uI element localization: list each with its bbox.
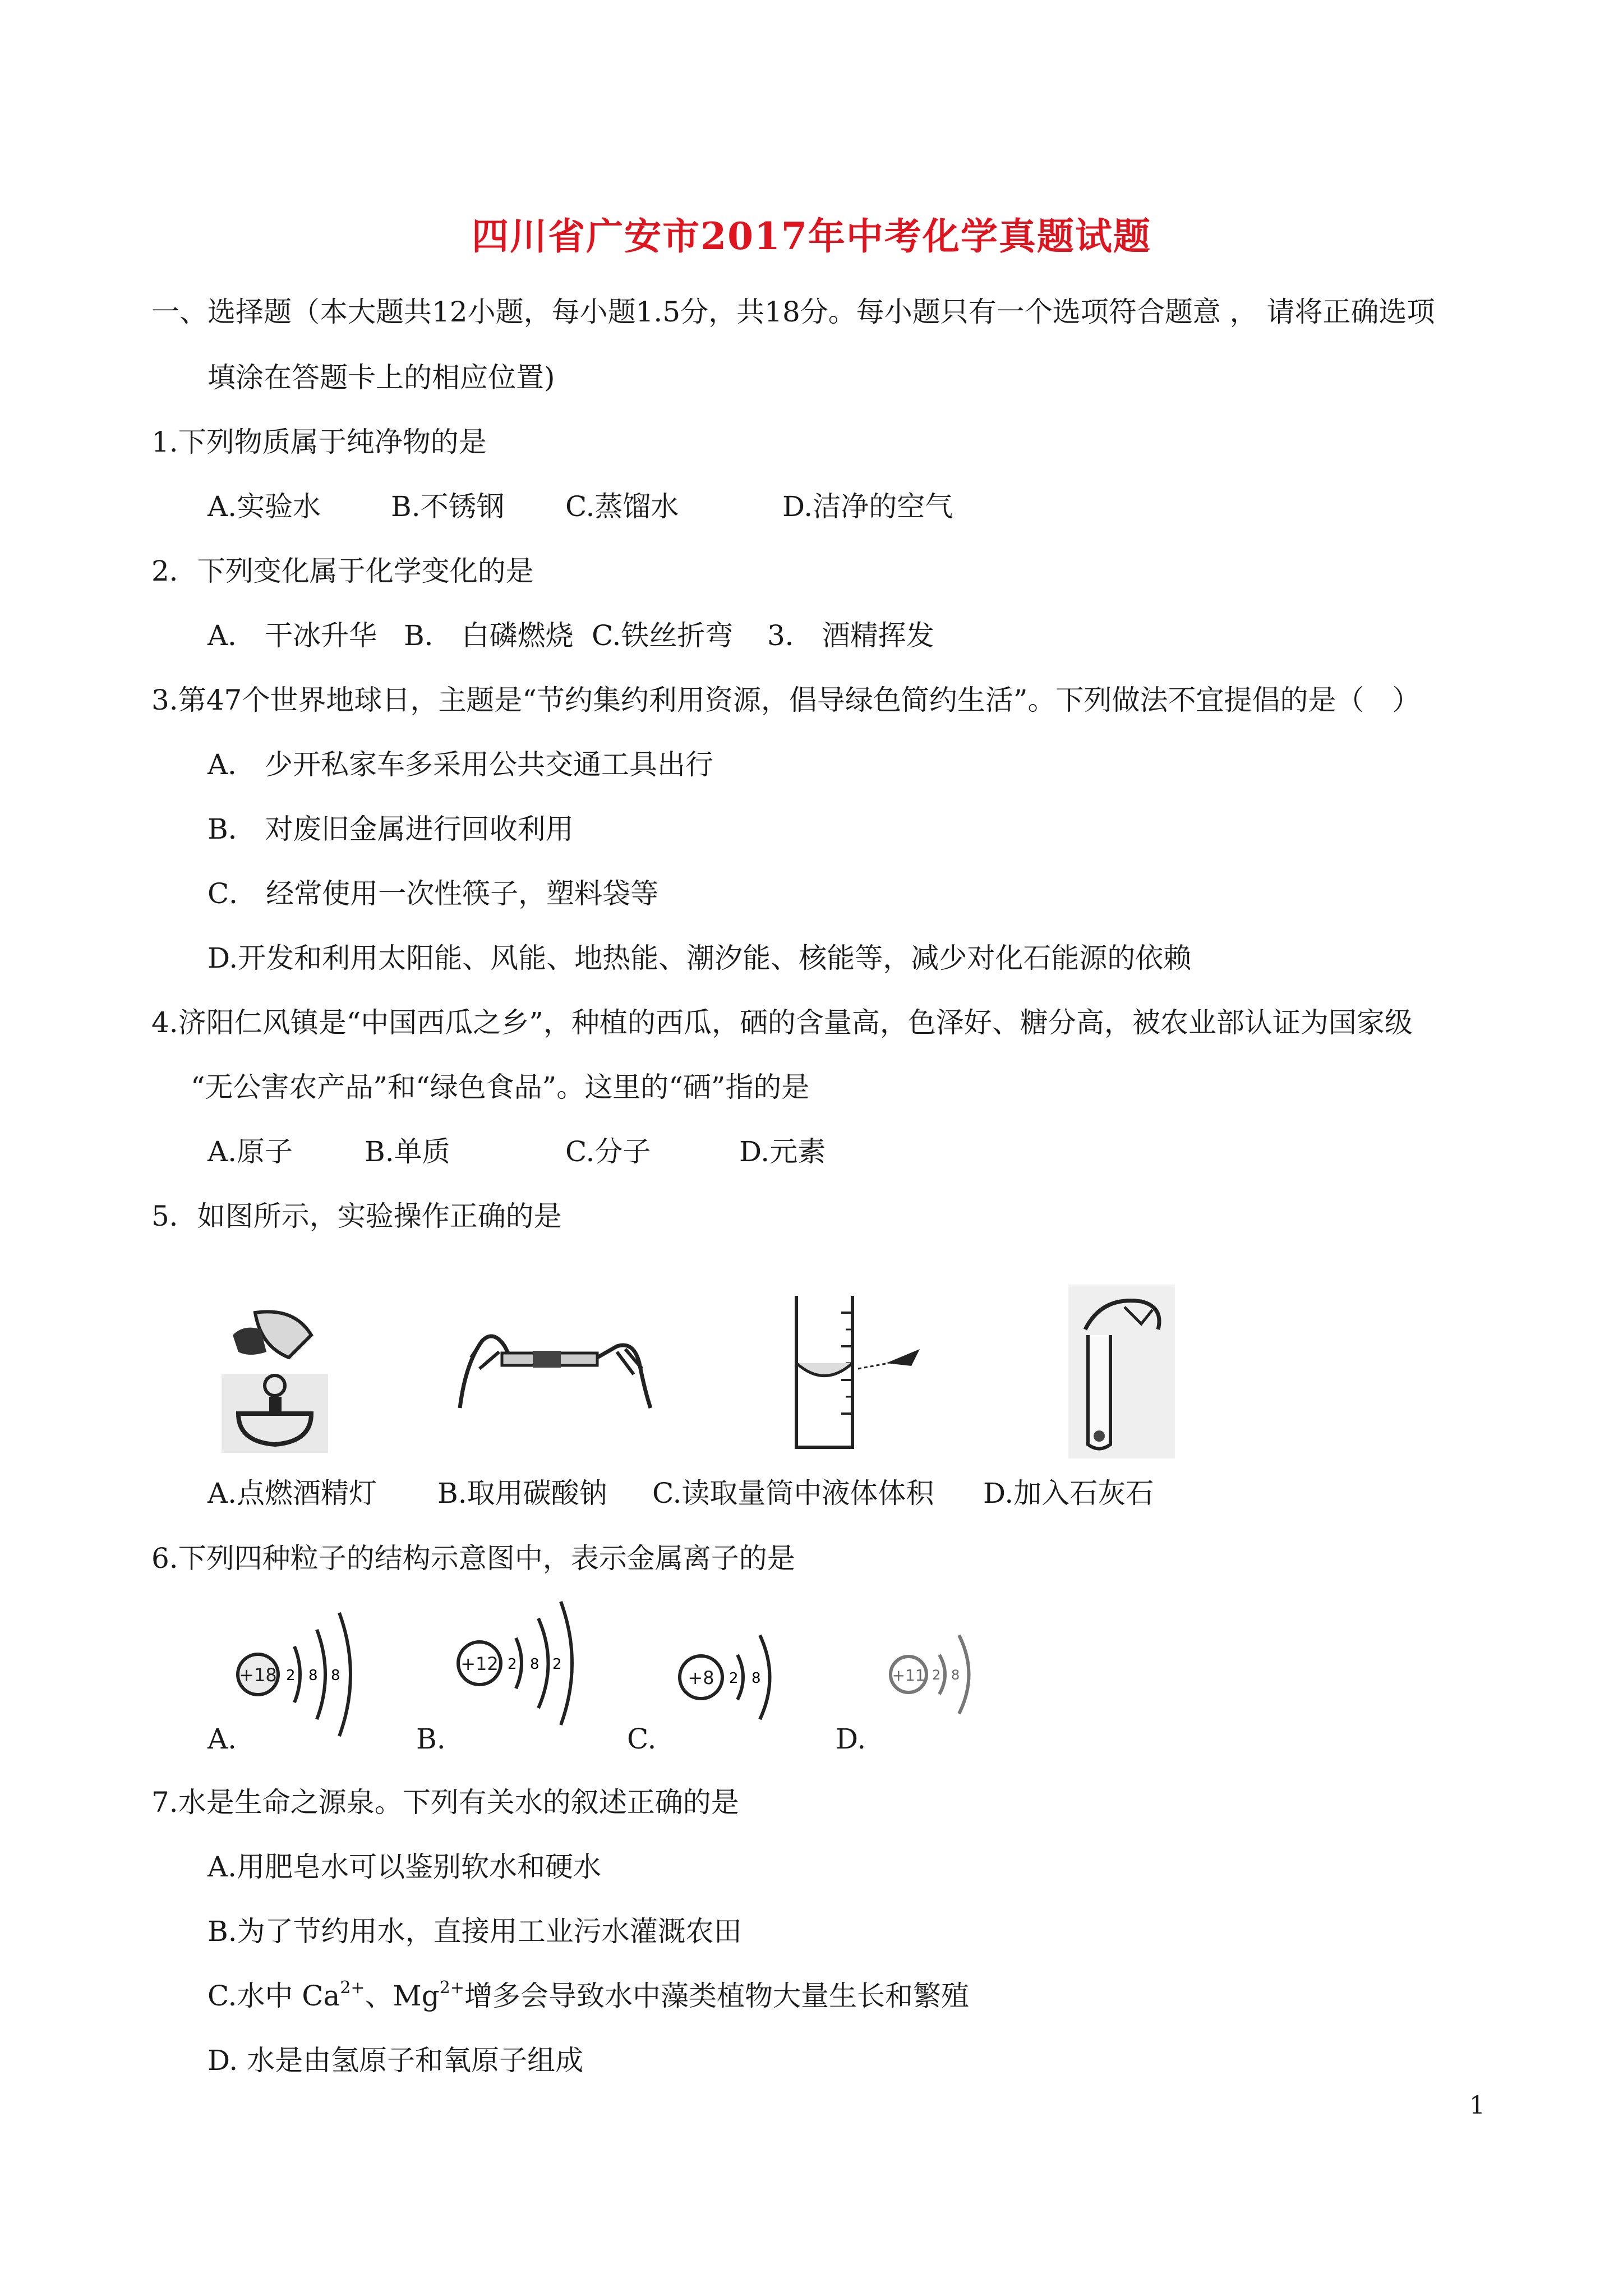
q1-option-a: A.实验水 bbox=[208, 490, 321, 523]
graduated-cylinder-figure bbox=[785, 1290, 942, 1458]
atom-d-shell-1: 2 bbox=[932, 1667, 941, 1683]
test-tube-limestone-figure bbox=[1068, 1285, 1175, 1458]
q7-option-c-sup2: 2+ bbox=[439, 1978, 464, 1998]
q2-option-c: C.铁丝折弯 bbox=[592, 619, 734, 652]
q1-option-d: D.洁净的空气 bbox=[782, 490, 953, 523]
alcohol-lamp-figure bbox=[222, 1301, 334, 1453]
section-heading-line1: 一、选择题（本大题共12小题，每小题1.5分，共18分。每小题只有一个选项符合题意 ， 请将正确选项 bbox=[151, 296, 1435, 328]
atom-c-shell-2: 8 bbox=[751, 1670, 761, 1687]
section-heading-line2: 填涂在答题卡上的相应位置) bbox=[208, 361, 555, 394]
q1-option-b: B.不锈钢 bbox=[391, 490, 505, 523]
q7-option-c-mid: 、Mg bbox=[365, 1980, 440, 2012]
q5-stem: 5．如图所示，实验操作正确的是 bbox=[151, 1200, 562, 1232]
q3-option-a: A． 少开私家车多采用公共交通工具出行 bbox=[208, 748, 714, 781]
atom-c-nucleus: +8 bbox=[688, 1667, 714, 1688]
q6-option-d: D. bbox=[836, 1723, 866, 1755]
q6-option-c: C. bbox=[627, 1723, 657, 1755]
q5-option-a: A.点燃酒精灯 bbox=[208, 1477, 377, 1510]
q7-option-c-post: 增多会导致水中藻类植物大量生长和繁殖 bbox=[464, 1980, 969, 2012]
atom-structure-b bbox=[451, 1593, 586, 1739]
q1-option-c: C.蒸馏水 bbox=[565, 490, 679, 523]
atom-structure-c bbox=[673, 1621, 785, 1733]
q2-option-a: A． 干冰升华 bbox=[208, 619, 377, 652]
atom-c-shell-1: 2 bbox=[729, 1670, 739, 1687]
atom-d-nucleus: +11 bbox=[892, 1666, 925, 1685]
page-number: 1 bbox=[1469, 2091, 1485, 2120]
q7-option-d: D. 水是由氢原子和氧原子组成 bbox=[208, 2044, 584, 2077]
q2-stem: 2．下列变化属于化学变化的是 bbox=[151, 555, 534, 587]
q2-option-d: 3． 酒精挥发 bbox=[767, 619, 934, 652]
q4-option-c: C.分子 bbox=[565, 1135, 651, 1168]
q4-stem-line2: “无公害农产品”和“绿色食品”。这里的“硒”指的是 bbox=[191, 1071, 810, 1103]
q1-stem: 1.下列物质属于纯净物的是 bbox=[151, 426, 487, 458]
q3-stem: 3.第47个世界地球日，主题是“节约集约利用资源，倡导绿色简约生活”。下列做法不宜提倡的是（ ） bbox=[151, 684, 1421, 716]
atom-b-nucleus: +12 bbox=[460, 1653, 499, 1674]
q4-option-b: B.单质 bbox=[365, 1135, 450, 1168]
atom-b-shell-3: 2 bbox=[552, 1656, 562, 1673]
q4-option-a: A.原子 bbox=[208, 1135, 293, 1168]
atom-b-shell-2: 8 bbox=[530, 1656, 540, 1673]
q6-option-b: B. bbox=[416, 1723, 446, 1755]
q5-option-b: B.取用碳酸钠 bbox=[437, 1477, 607, 1510]
atom-a-shell-2: 8 bbox=[308, 1667, 318, 1684]
q7-stem: 7.水是生命之源泉。下列有关水的叙述正确的是 bbox=[151, 1786, 739, 1819]
test-tube-figure bbox=[449, 1318, 662, 1419]
q5-option-c: C.读取量筒中液体体积 bbox=[652, 1477, 934, 1510]
q7-option-c bbox=[208, 1979, 969, 2013]
atom-b-shell-1: 2 bbox=[508, 1656, 517, 1673]
q2-option-b: B． 白磷燃烧 bbox=[404, 619, 574, 652]
q6-stem: 6.下列四种粒子的结构示意图中，表示金属离子的是 bbox=[151, 1542, 795, 1575]
atom-a-shell-3: 8 bbox=[331, 1667, 340, 1684]
q5-option-d: D.加入石灰石 bbox=[983, 1477, 1154, 1510]
q7-option-c-sup1: 2+ bbox=[340, 1978, 365, 1998]
page-title: 四川省广安市2017年中考化学真题试题 bbox=[472, 214, 1151, 258]
q3-option-d: D.开发和利用太阳能、风能、地热能、潮汐能、核能等，减少对化石能源的依赖 bbox=[208, 942, 1192, 974]
atom-structure-a bbox=[233, 1602, 367, 1747]
atom-d-shell-2: 8 bbox=[951, 1667, 960, 1683]
q3-option-c: C． 经常使用一次性筷子，塑料袋等 bbox=[208, 877, 659, 910]
atom-a-nucleus: +18 bbox=[239, 1664, 277, 1686]
q7-option-a: A.用肥皂水可以鉴别软水和硬水 bbox=[208, 1851, 602, 1883]
atom-a-shell-1: 2 bbox=[286, 1667, 296, 1684]
q7-option-c-pre: C.水中 Ca bbox=[208, 1980, 340, 2012]
q6-option-a: A. bbox=[208, 1723, 237, 1755]
q4-stem-line1: 4.济阳仁风镇是“中国西瓜之乡”，种植的西瓜，硒的含量高，色泽好、糖分高，被农业部认证为国家级 bbox=[151, 1006, 1413, 1039]
atom-structure-d bbox=[880, 1616, 993, 1733]
q7-option-b: B.为了节约用水，直接用工业污水灌溉农田 bbox=[208, 1915, 742, 1948]
q3-option-b: B． 对废旧金属进行回收利用 bbox=[208, 813, 574, 845]
q4-option-d: D.元素 bbox=[739, 1135, 826, 1168]
